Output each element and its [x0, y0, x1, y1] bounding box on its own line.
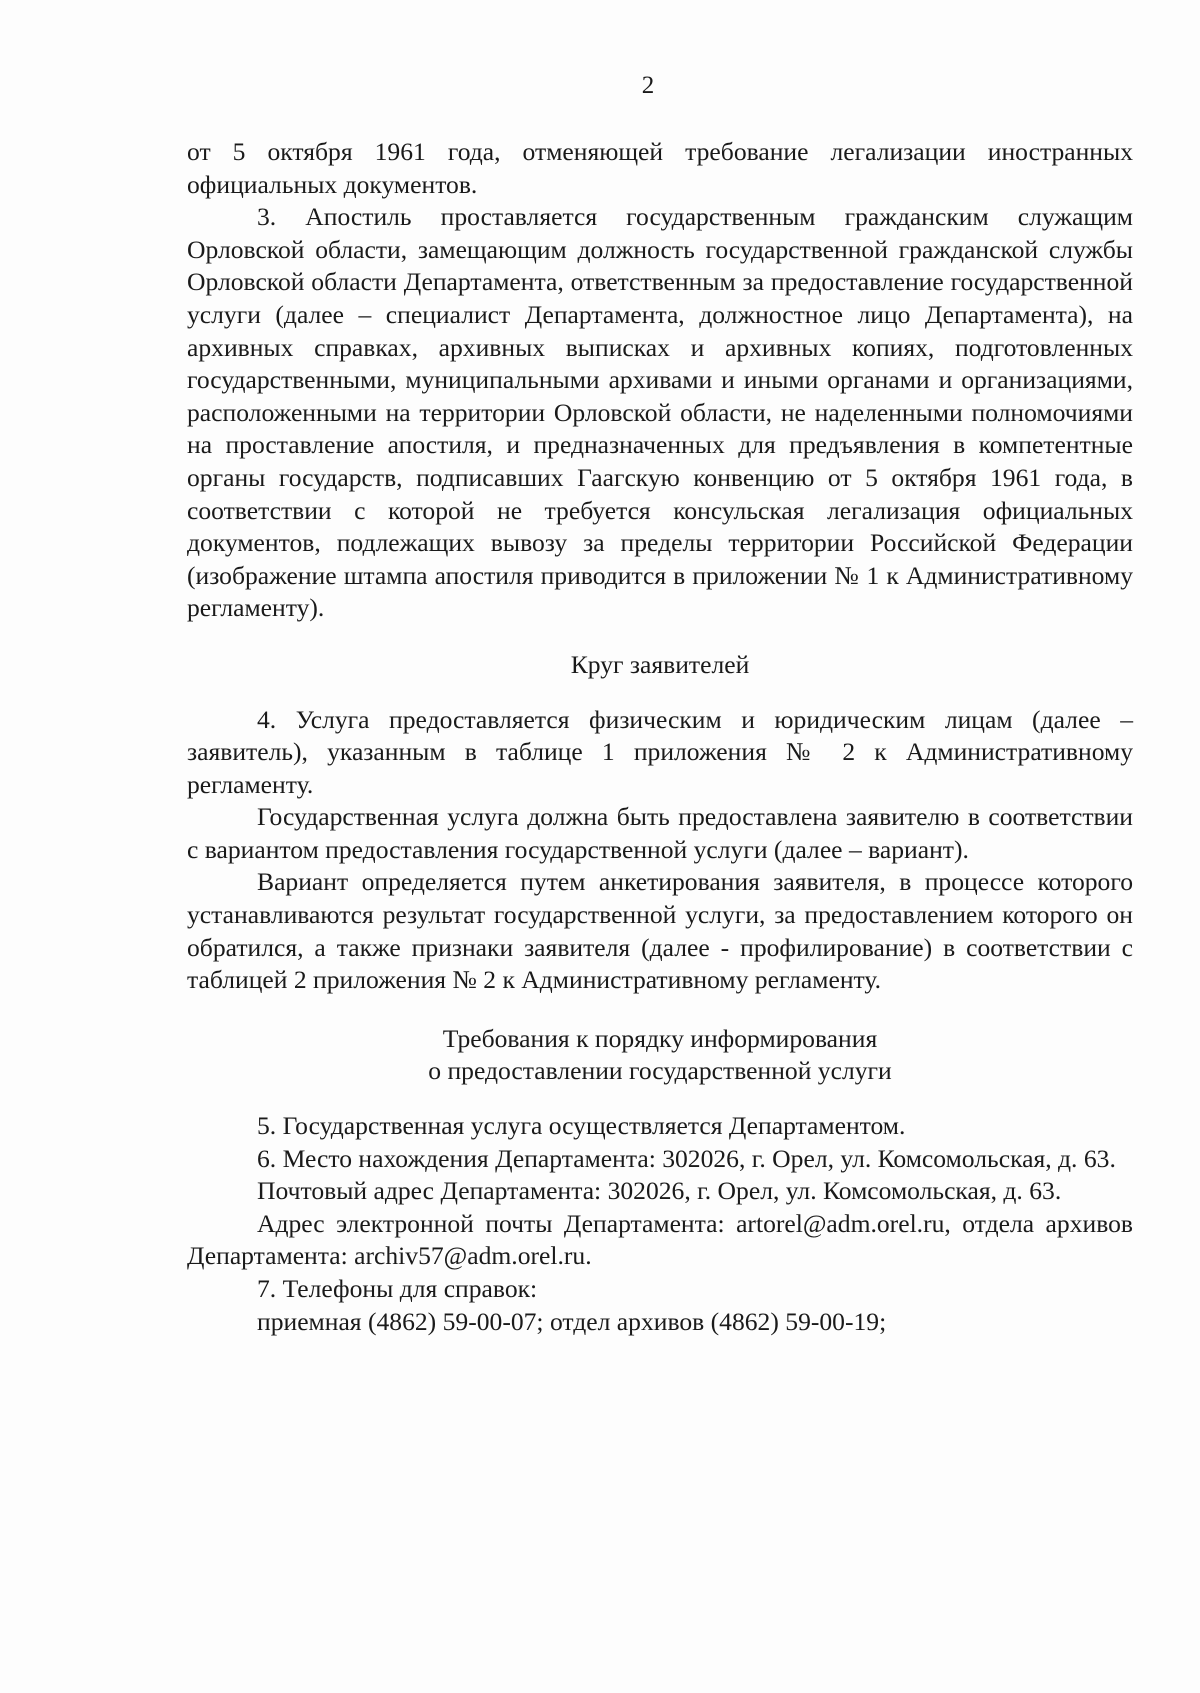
- paragraph-profiling: Вариант определяется путем анкетирования заявителя, в процессе которого устанавливаются результат государственной услуги, за предоставлением которого он обратился, а также признаки заявителя (далее - профилирование) в соответствии с таблицей 2 приложения № 2 к Административному регламенту.: [187, 867, 1133, 995]
- paragraph-item-6: 6. Место нахождения Департамента: 302026, г. Орел, ул. Комсомольская, д. 63.: [257, 1143, 1116, 1173]
- paragraph-item-3: 3. Апостиль проставляется государственным гражданским служащим Орловской области, замещающим должность государственной гражданской службы Орловской области Департамента, ответственным за предоставление государственной услуги (далее – специалист Департамента, должностное лицо Департамента), на архивных справках, архивных выписках и архивных копиях, подготовленных государственными, муниципальными архивами и иными органами и организациями, расположенными на территории Орловской области, не наделенными полномочиями на проставление апостиля, и предназначенных для предъявления в компетентные органы государств, подписавших Гаагскую конвенцию от 5 октября 1961 года, в соответствии с которой не требуется консульская легализация официальных документов, подлежащих вывозу за пределы территории Российской Федерации (изображение штампа апостиля приводится в приложении № 1 к Административному регламенту).: [187, 202, 1133, 623]
- paragraph-item-4: 4. Услуга предоставляется физическим и юридическим лицам (далее – заявитель), указанным в таблице 1 приложения № 2 к Административному регламенту.: [187, 704, 1133, 799]
- paragraph-postal-address: Почтовый адрес Департамента: 302026, г. Орел, ул. Комсомольская, д. 63.: [257, 1176, 1062, 1206]
- section-heading-line-1: Требования к порядку информирования: [442, 1023, 878, 1053]
- paragraph-item-5: 5. Государственная услуга осуществляется Департаментом.: [257, 1111, 906, 1141]
- paragraph-service-variant: Государственная услуга должна быть предоставлена заявителю в соответствии с вариантом предоставления государственной услуги (далее – вариант).: [187, 802, 1133, 864]
- section-heading-line-2: о предоставлении государственной услуги: [428, 1056, 892, 1086]
- section-heading-applicants: Круг заявителей: [570, 649, 750, 679]
- page-number: 2: [641, 72, 655, 99]
- document-body: [187, 136, 1133, 1338]
- paragraph-phones: приемная (4862) 59-00-07; отдел архивов (4862) 59-00-19;: [257, 1306, 887, 1336]
- paragraph-continuation: от 5 октября 1961 года, отменяющей требование легализации иностранных официальных документов.: [187, 137, 1133, 199]
- section-heading-informing: [187, 1023, 1133, 1088]
- paragraph-email: Адрес электронной почты Департамента: artorel@adm.orel.ru, отдела архивов Департамента: archiv57@adm.orel.ru.: [187, 1208, 1133, 1271]
- paragraph-item-7: 7. Телефоны для справок:: [257, 1274, 538, 1303]
